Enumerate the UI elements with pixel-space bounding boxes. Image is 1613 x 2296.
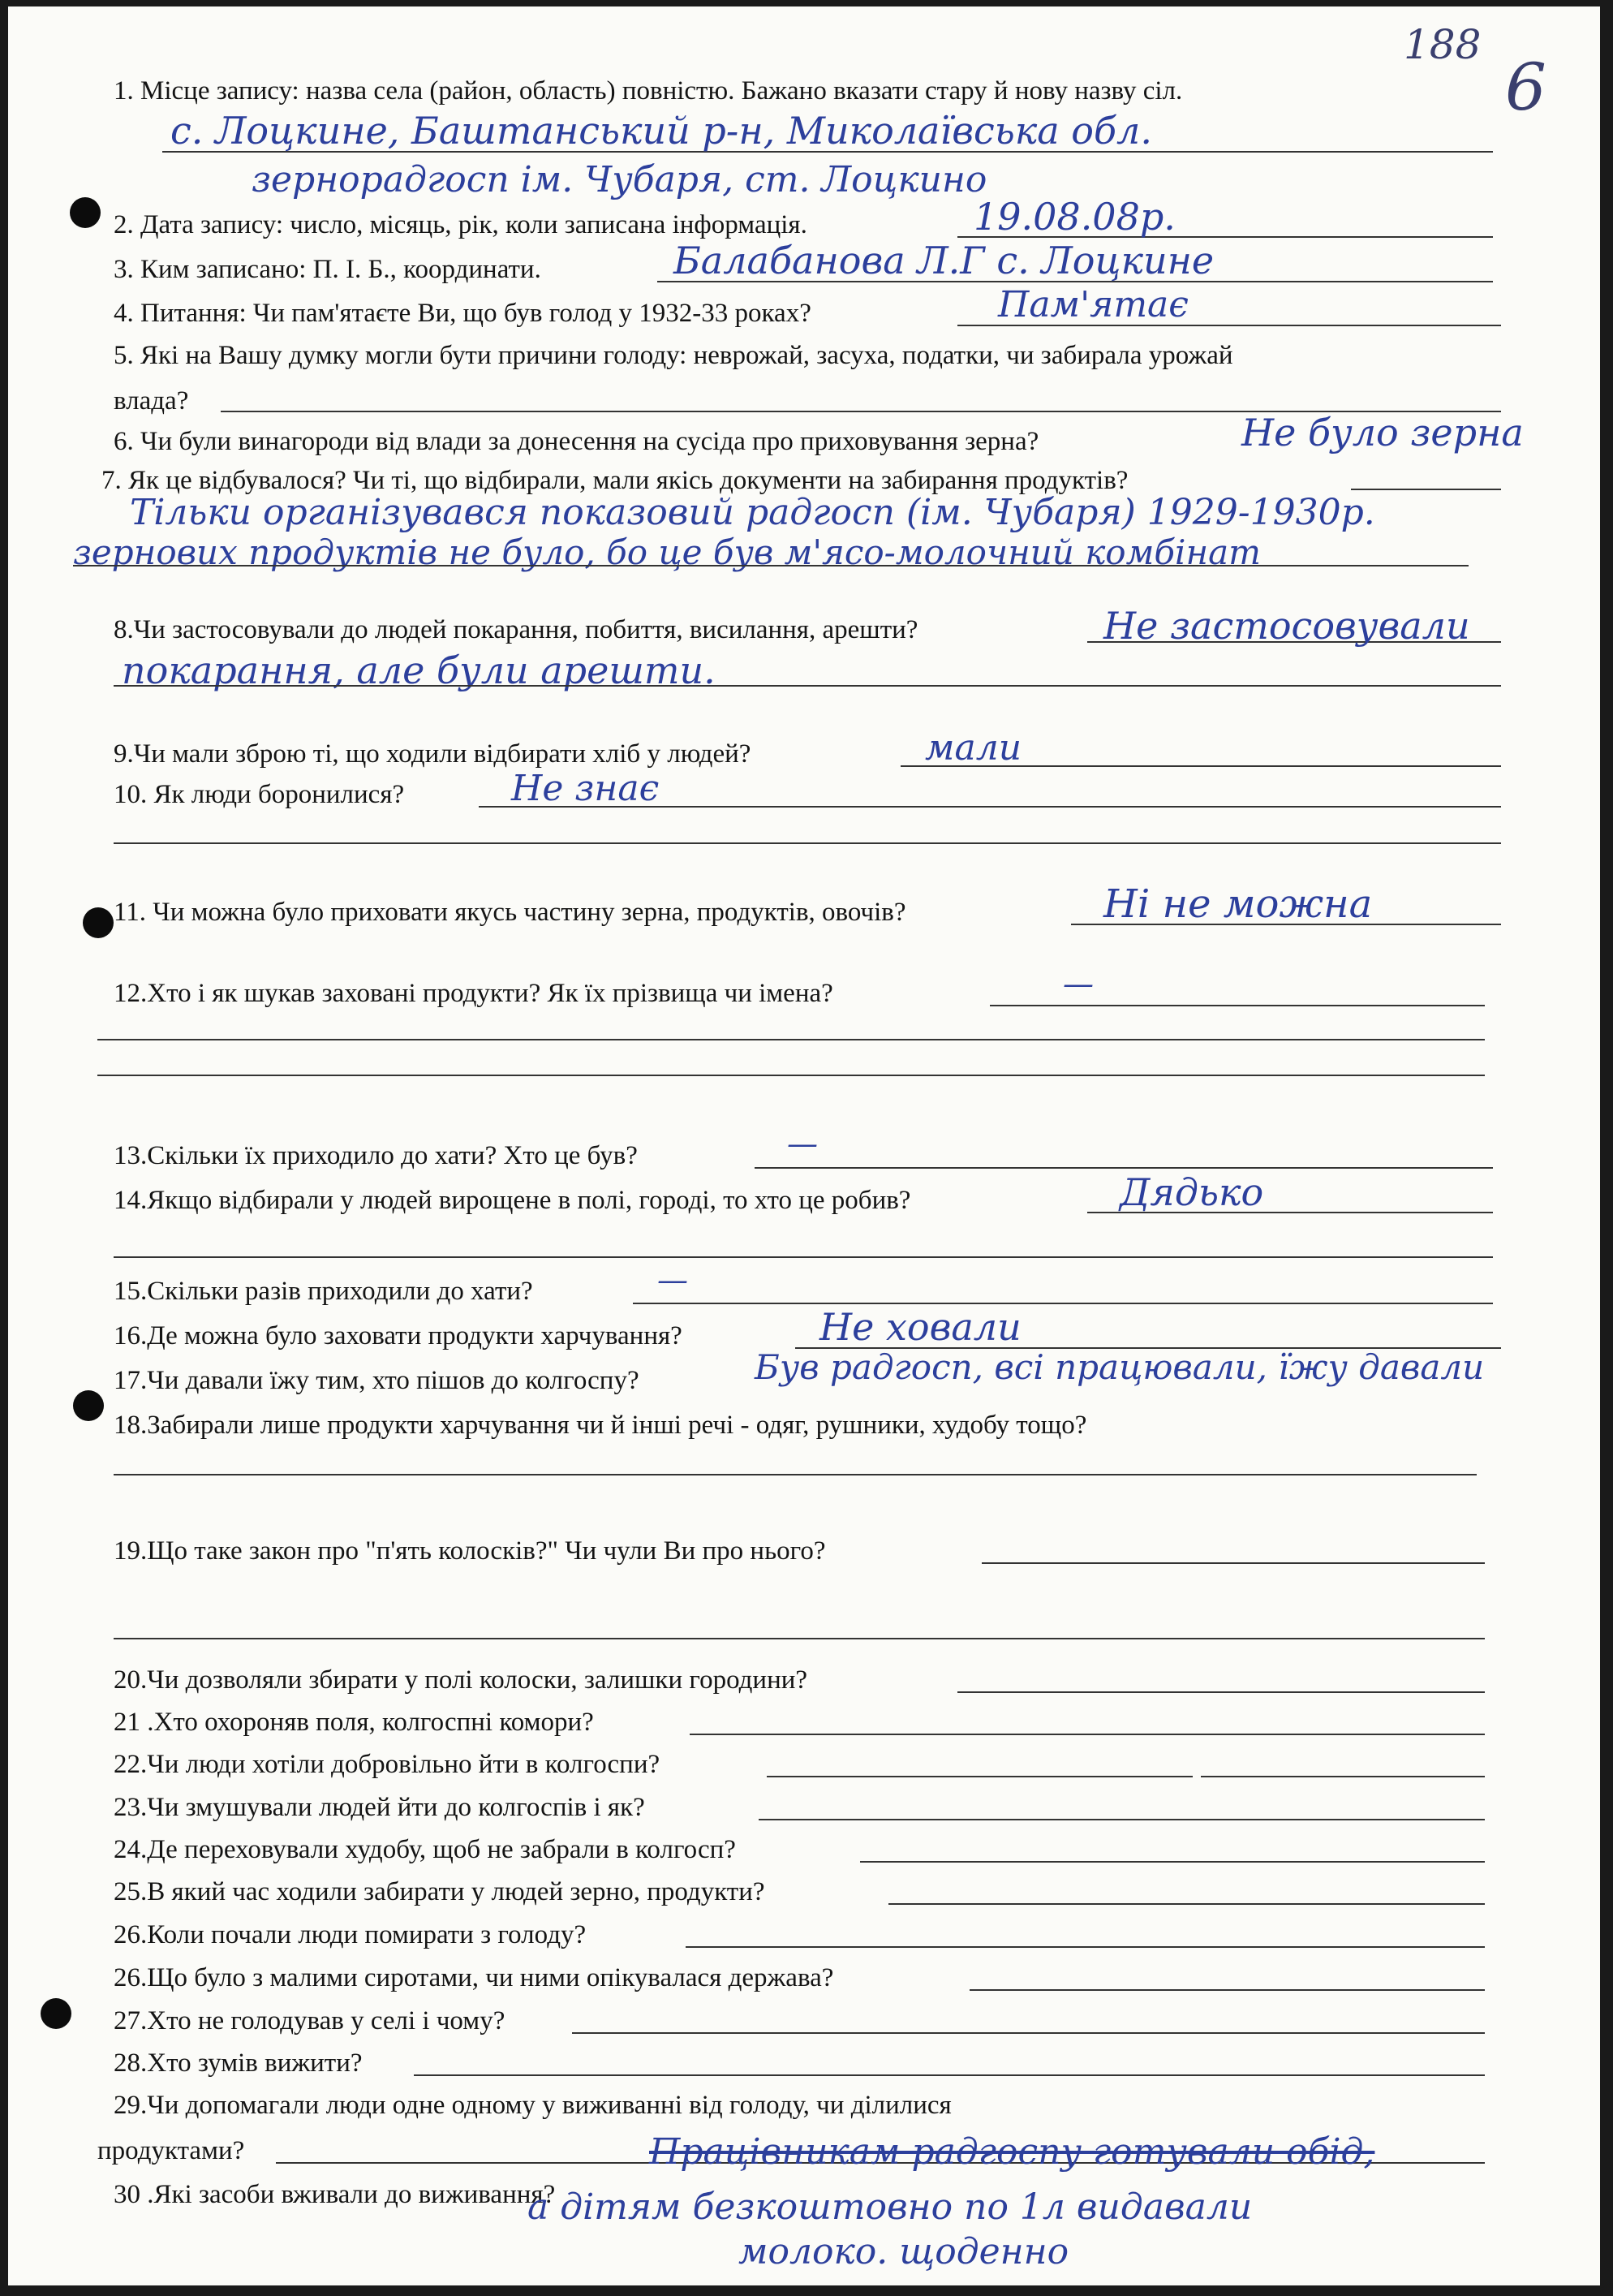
answer-text: Не ховали: [819, 1305, 1022, 1349]
question-number: 24.: [114, 1835, 148, 1864]
question-text: .Які засоби вживали до виживання?: [147, 2180, 556, 2209]
binder-hole: [41, 1998, 71, 2029]
question-2: [114, 212, 807, 239]
question-text: Дата запису: число, місяць, рік, коли записана інформація.: [140, 210, 807, 239]
answer-line: [860, 1861, 1485, 1863]
question-number: 26.: [114, 1963, 148, 1992]
question-text: Як люди боронилися?: [153, 780, 405, 809]
question-27: [114, 2008, 505, 2035]
question-22: [114, 1751, 660, 1778]
questionnaire-page: [8, 6, 1600, 2285]
question-10: [114, 782, 404, 808]
question-28: [114, 2050, 363, 2077]
page-number: 188: [1404, 21, 1482, 68]
question-text: Чи давали їжу тим, хто пішов до колгоспу?: [147, 1366, 639, 1395]
question-12: [114, 980, 833, 1007]
answer-line: [759, 1819, 1485, 1820]
question-29: [114, 2092, 952, 2119]
question-16: [114, 1323, 682, 1350]
question-text: .Хто охороняв поля, колгоспні комори?: [147, 1708, 594, 1737]
answer-line: [114, 842, 1501, 844]
answer-line: [970, 1989, 1485, 1991]
answer-text: Дядько: [1120, 1170, 1264, 1214]
question-11: [114, 899, 906, 926]
question-text: Що таке закон про "п'ять колосків?" Чи чули Ви про нього?: [147, 1536, 826, 1566]
question-1: [114, 78, 1182, 105]
question-number: 10.: [114, 780, 148, 809]
question-5: [114, 342, 1233, 369]
question-number: 22.: [114, 1750, 148, 1779]
question-text: Скільки разів приходили до хати?: [147, 1277, 533, 1306]
question-18: [114, 1412, 1086, 1439]
answer-text: Був радгосп, всі працювали, їжу давали: [755, 1347, 1485, 1387]
question-number: 26.: [114, 1920, 148, 1949]
question-15: [114, 1278, 533, 1305]
question-number: 14.: [114, 1186, 148, 1215]
question-19: [114, 1538, 826, 1565]
question-number: 1.: [114, 76, 134, 106]
question-20: [114, 1667, 807, 1694]
question-number: 20.: [114, 1665, 148, 1695]
question-21: [114, 1709, 594, 1736]
question-4: [114, 300, 811, 327]
question-number: 25.: [114, 1877, 148, 1906]
question-text: Де переховували худобу, щоб не забрали в колгосп?: [147, 1835, 736, 1864]
question-8: [114, 617, 918, 644]
question-text: Чи люди хотіли добровільно йти в колгоспи?: [147, 1750, 660, 1779]
question-number: 18.: [114, 1411, 148, 1440]
question-29-continued: продуктами?: [97, 2136, 245, 2165]
answer-line: [767, 1776, 1193, 1777]
question-14: [114, 1187, 910, 1214]
answer-line: [73, 565, 1469, 566]
binder-hole: [70, 197, 101, 228]
question-6: [114, 429, 1039, 455]
answer-text: —: [1063, 966, 1094, 1002]
answer-text: Тільки організувався показовий радгосп (ім. Чубаря) 1929-1930р.: [130, 492, 1375, 533]
answer-text: зернових продуктів не було, бо це був м'ясо-молочний комбінат: [73, 532, 1261, 572]
question-number: 2.: [114, 210, 134, 239]
question-text: Чи були винагороди від влади за донесення на сусіда про приховування зерна?: [140, 427, 1039, 456]
answer-line: [114, 685, 1501, 687]
answer-text: молоко. щоденно: [738, 2231, 1069, 2272]
question-number: 6.: [114, 427, 134, 456]
question-number: 19.: [114, 1536, 148, 1566]
answer-line: [1201, 1776, 1485, 1777]
answer-line: [686, 1946, 1485, 1948]
answer-text: Балабанова Л.Г с. Лоцкине: [673, 239, 1215, 282]
answer-text: мали: [925, 727, 1022, 769]
question-text: Забирали лише продукти харчування чи й інші речі - одяг, рушники, худобу тощо?: [147, 1411, 1087, 1440]
answer-line: [888, 1903, 1485, 1905]
question-text: Якщо відбирали у людей вирощене в полі, городі, то хто це робив?: [147, 1186, 911, 1215]
question-25: [114, 1879, 765, 1906]
answer-line: [114, 1474, 1477, 1475]
answer-text: —: [787, 1126, 818, 1161]
answer-text: Не знає: [511, 768, 660, 809]
question-text: Хто не голодував у селі і чому?: [147, 2006, 505, 2035]
question-text: Чи застосовували до людей покарання, побиття, висилання, арешти?: [133, 615, 918, 644]
answer-text: Не застосовували: [1103, 604, 1470, 648]
question-23: [114, 1794, 645, 1821]
question-text: Хто зумів вижити?: [147, 2048, 363, 2078]
question-text: Чи дозволяли збирати у полі колоски, залишки городини?: [147, 1665, 808, 1695]
answer-text: покарання, але були арешти.: [122, 648, 716, 692]
question-9: [114, 741, 751, 768]
corner-mark: 6: [1505, 50, 1546, 125]
answer-text: Пам'ятає: [998, 284, 1189, 325]
question-text: Чи змушували людей йти до колгоспів і як?: [147, 1793, 645, 1822]
answer-line: [97, 1075, 1485, 1076]
answer-text: а дітям безкоштовно по 1л видавали: [527, 2186, 1253, 2228]
question-number: 3.: [114, 255, 134, 284]
question-number: 11.: [114, 898, 147, 927]
question-number: 30: [114, 2180, 140, 2209]
question-24: [114, 1837, 736, 1863]
question-text: Місце запису: назва села (район, область) повністю. Бажано вказати стару й нову назву сіл.: [140, 76, 1183, 106]
question-number: 9.: [114, 739, 134, 769]
binder-hole: [83, 907, 114, 938]
answer-line: [114, 1638, 1485, 1639]
answer-text: —: [657, 1262, 688, 1298]
question-text: Чи допомагали люди одне одному у виживанні від голоду, чи ділилися: [147, 2091, 952, 2120]
answer-line: [957, 1691, 1485, 1693]
answer-line: [982, 1562, 1485, 1564]
question-text: Що було з малими сиротами, чи ними опікувалася держава?: [147, 1963, 834, 1992]
question-number: 13.: [114, 1141, 148, 1170]
question-17: [114, 1368, 639, 1394]
question-text: Коли почали люди помирати з голоду?: [147, 1920, 587, 1949]
answer-text: 19.08.08р.: [974, 195, 1176, 239]
question-text: Хто і як шукав заховані продукти? Як їх прізвища чи імена?: [147, 979, 833, 1008]
question-number: 28.: [114, 2048, 148, 2078]
question-number: 5.: [114, 341, 134, 370]
answer-line: [990, 1005, 1485, 1006]
answer-line: [572, 2032, 1485, 2034]
question-text: Чи мали зброю ті, що ходили відбирати хліб у людей?: [133, 739, 751, 769]
answer-line: [690, 1734, 1485, 1735]
question-7: [101, 467, 1128, 494]
question-30: [114, 2182, 555, 2208]
answer-line: [1351, 489, 1501, 490]
question-number: 16.: [114, 1321, 148, 1350]
question-number: 29.: [114, 2091, 148, 2120]
answer-text: Працівникам радгоспу готували обід,: [649, 2131, 1375, 2173]
question-text: В який час ходили забирати у людей зерно, продукти?: [147, 1877, 765, 1906]
question-text: Які на Вашу думку могли бути причини голоду: неврожай, засуха, податки, чи забирала урожай: [140, 341, 1233, 370]
question-26: [114, 1922, 586, 1949]
question-number: 7.: [101, 466, 122, 495]
question-26b: [114, 1965, 833, 1992]
question-text: Ким записано: П. І. Б., координати.: [140, 255, 541, 284]
question-number: 12.: [114, 979, 148, 1008]
answer-text: зернорадгосп ім. Чубаря, ст. Лоцкино: [252, 159, 987, 200]
answer-line: [97, 1039, 1485, 1040]
question-text: Чи можна було приховати якусь частину зерна, продуктів, овочів?: [153, 898, 906, 927]
question-number: 23.: [114, 1793, 148, 1822]
question-text: Питання: Чи пам'ятаєте Ви, що був голод у 1932-33 роках?: [140, 299, 811, 328]
question-number: 4.: [114, 299, 134, 328]
question-number: 15.: [114, 1277, 148, 1306]
question-5-continued: влада?: [114, 386, 189, 416]
answer-line: [633, 1303, 1493, 1304]
question-number: 27.: [114, 2006, 148, 2035]
question-number: 8.: [114, 615, 134, 644]
binder-hole: [73, 1390, 104, 1421]
question-13: [114, 1143, 638, 1170]
answer-text: Ні не можна: [1103, 881, 1373, 927]
question-number: 21: [114, 1708, 140, 1737]
question-text: Де можна було заховати продукти харчування?: [147, 1321, 682, 1350]
question-number: 17.: [114, 1366, 148, 1395]
answer-line: [414, 2074, 1485, 2076]
answer-text: Не було зерна: [1241, 411, 1524, 454]
question-text: Скільки їх приходило до хати? Хто це був?: [147, 1141, 638, 1170]
question-text: Як це відбувалося? Чи ті, що відбирали, мали якісь документи на забирання продуктів?: [128, 466, 1129, 495]
answer-text: с. Лоцкине, Баштанський р-н, Миколаївська обл.: [170, 109, 1152, 153]
question-3: [114, 256, 541, 283]
answer-line: [755, 1167, 1493, 1169]
answer-line: [114, 1256, 1493, 1258]
